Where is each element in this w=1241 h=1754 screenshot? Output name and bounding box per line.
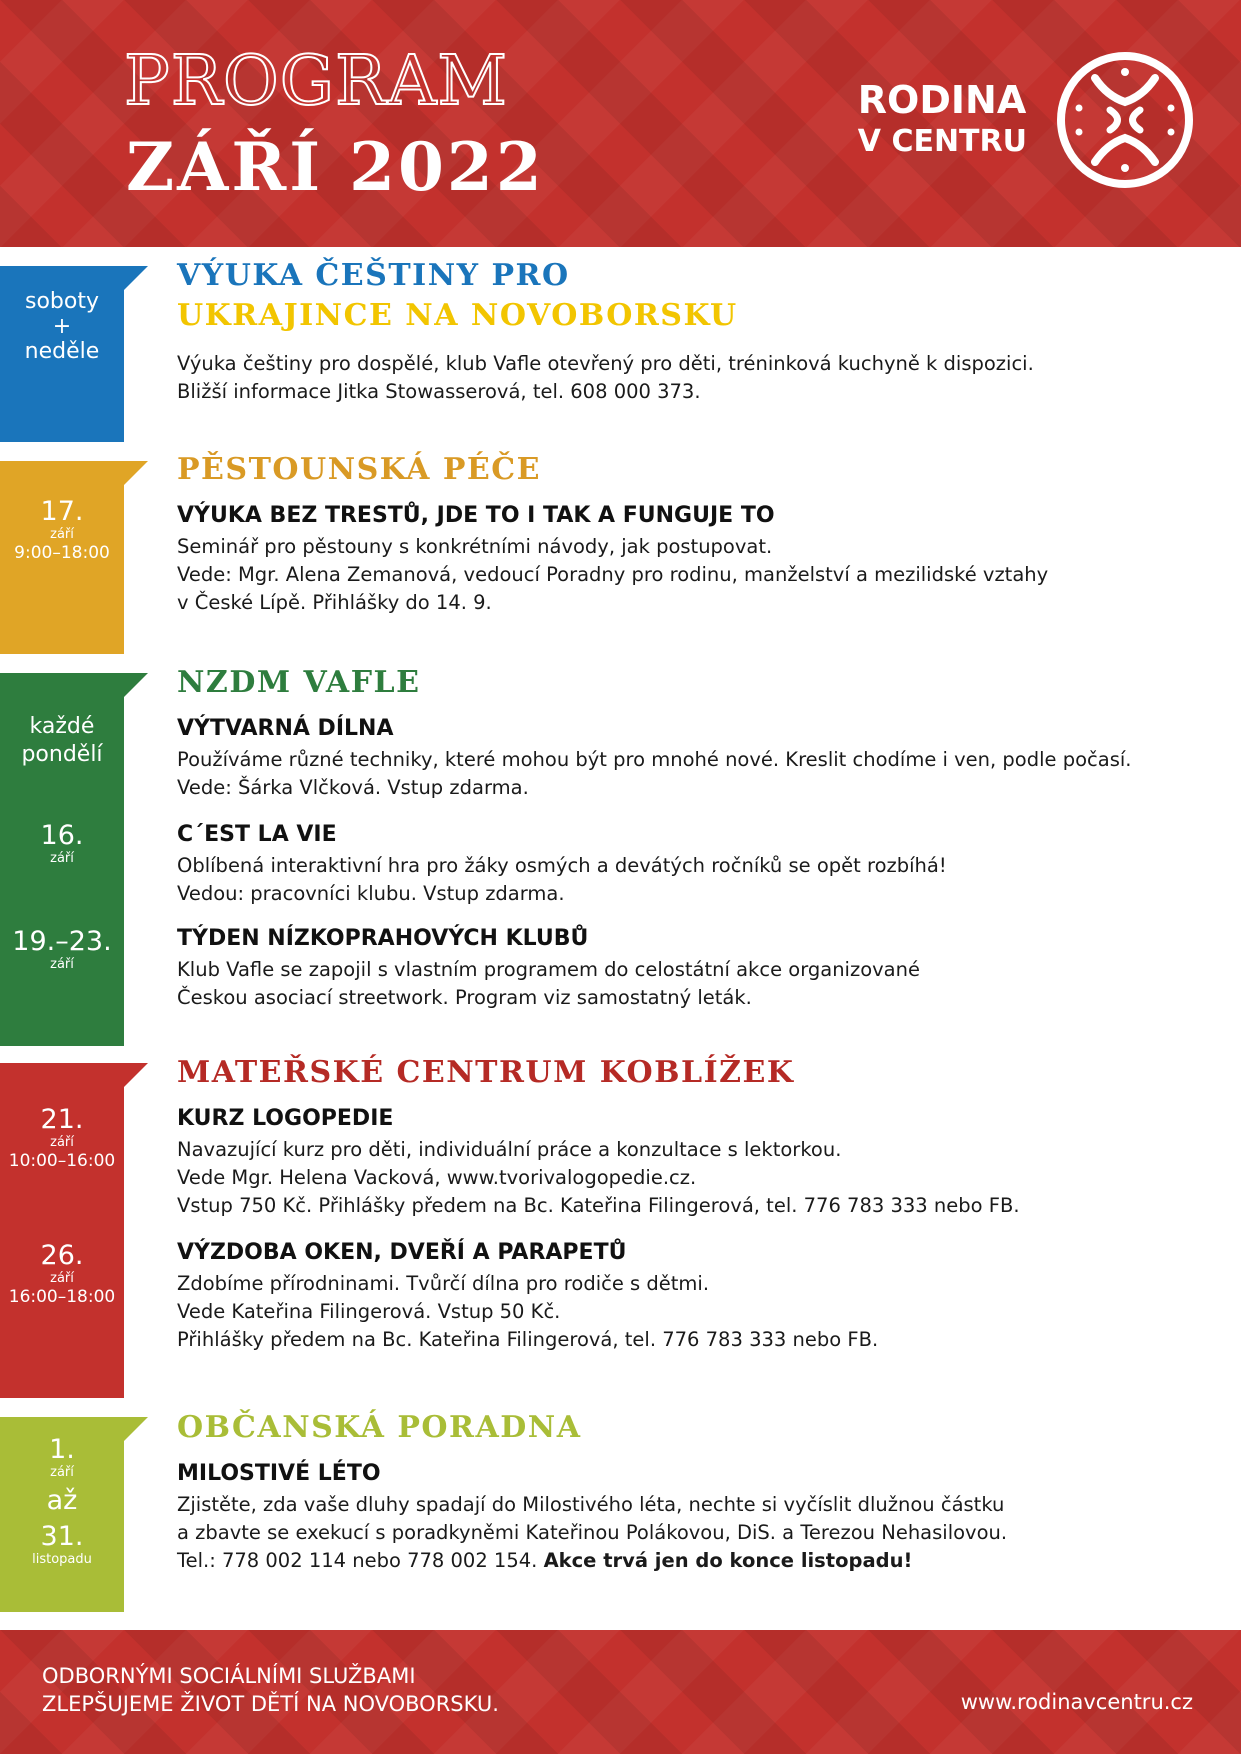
item-title: KURZ LOGOPEDIE [177,1106,394,1131]
item-body: Oblíbená interaktivní hra pro žáky osmých a devátých ročníků se opět rozbíhá! Vedou: pracovníci klubu. Vstup zdarma. [177,854,947,905]
side-month: září [50,1135,74,1150]
item-title: C´EST LA VIE [177,822,337,847]
section-title: OBČANSKÁ PORADNA [177,1410,582,1445]
item-title: TÝDEN NÍZKOPRAHOVÝCH KLUBŮ [177,926,589,951]
side-arrow [124,1063,148,1087]
item-title: VÝUKA BEZ TRESTŮ, JDE TO I TAK A FUNGUJE TO [177,503,775,528]
item-body: Používáme různé techniky, které mohou být pro mnohé nové. Kreslit chodíme i ven, podle počasí. Vede: Šárka Vlčková. Vstup zdarma. [177,748,1132,799]
section-title: MATEŘSKÉ CENTRUM KOBLÍŽEK [177,1055,795,1090]
side-text [0,821,124,866]
side-day: 26. [40,1240,84,1271]
item-body-tel [177,1547,912,1575]
tel-text: Tel.: 778 002 114 nebo 778 002 154. [177,1549,544,1572]
side-line: + [52,314,72,339]
item-title: VÝZDOBA OKEN, DVEŘÍ A PARAPETŮ [177,1240,627,1265]
footer-banner [0,1630,1241,1754]
brand-line-2: V CENTRU [857,124,1027,159]
side-month: listopadu [32,1552,92,1567]
side-until: až [46,1485,78,1516]
side-text [0,927,124,972]
section-title: UKRAJINCE NA NOVOBORSKU [177,298,738,333]
side-arrow [124,1417,148,1441]
item-title: MILOSTIVÉ LÉTO [177,1461,381,1486]
program-title: PROGRAM [124,42,508,121]
item-body: Navazující kurz pro děti, individuální práce a konzultace s lektorkou. Vede Mgr. Helena Vacková, www.tvorivalogopedie.cz. Vstup 750 Kč. Přihlášky předem na Bc. Kateřina Filingerová, tel. 776 783 333 nebo FB. [177,1138,1020,1217]
section-title: VÝUKA ČEŠTINY PRO [177,258,570,293]
website-link[interactable]: www.rodinavcentru.cz [960,1690,1193,1714]
brand-name [858,78,1027,162]
side-label-green [0,673,124,1046]
side-day: 16. [40,820,84,851]
side-text [0,1241,124,1308]
side-day: 31. [40,1521,84,1552]
side-time: 9:00–18:00 [14,543,110,563]
side-arrow [124,266,148,290]
section-body: Výuka češtiny pro dospělé, klub Vafle otevřený pro děti, tréninková kuchyně k dispozici. Bližší informace Jitka Stowasserová, tel. 608 000 373. [177,352,1034,403]
month-title: ZÁŘÍ 2022 [126,128,545,206]
item-body: Zjistěte, zda vaše dluhy spadají do Milostivého léta, nechte si vyčíslit dlužnou částku a zbavte se exekucí s poradkyněmi Kateřinou Polákovou, DiS. a Terezou Nehasilovou. [177,1493,1008,1544]
side-month: září [50,527,74,542]
side-time: 10:00–16:00 [8,1151,116,1171]
side-day: 19.–23. [12,926,112,957]
side-label-red [0,1063,124,1398]
side-text [0,497,124,564]
side-text [0,1105,124,1172]
side-label-orange [0,461,124,654]
side-month: září [50,851,74,866]
side-day: 1. [49,1434,75,1465]
side-text [0,288,124,366]
brand-line-1: RODINA [857,78,1027,122]
item-body: Seminář pro pěstouny s konkrétními návody, jak postupovat. Vede: Mgr. Alena Zemanová, vedoucí Poradny pro rodinu, manželství a mezilidské vztahy v České Lípě. Přihlášky do 14. 9. [177,535,1049,614]
side-time: 16:00–18:00 [8,1287,116,1307]
section-title: PĚSTOUNSKÁ PÉČE [177,452,542,487]
side-label-blue [0,266,124,442]
rodina-logo-icon [1055,50,1195,190]
item-body: Zdobíme přírodninami. Tvůrčí dílna pro rodiče s dětmi. Vede Kateřina Filingerová. Vstup 50 Kč. Přihlášky předem na Bc. Kateřina Filingerová, tel. 776 783 333 nebo FB. [177,1272,879,1351]
footer-slogan: ODBORNÝMI SOCIÁLNÍMI SLUŽBAMI ZLEPŠUJEME ŽIVOT DĚTÍ NA NOVOBORSKU. [42,1664,499,1716]
side-line: pondělí [21,742,103,767]
side-text [0,713,124,769]
deadline-note: Akce trvá jen do konce listopadu! [543,1549,913,1572]
item-body: Klub Vafle se zapojil s vlastním programem do celostátní akce organizované Českou asociací streetwork. Program viz samostatný leták. [177,958,920,1009]
side-label-lime [0,1417,124,1612]
side-arrow [124,673,148,697]
side-day: 17. [40,496,84,527]
side-month: září [50,1465,74,1480]
side-day: 21. [40,1104,84,1135]
section-title: NZDM VAFLE [177,665,421,700]
side-arrow [124,461,148,485]
header-banner [0,0,1241,247]
side-month: září [50,957,74,972]
item-title: VÝTVARNÁ DÍLNA [177,716,394,741]
side-line: každé [29,714,95,739]
side-month: září [50,1271,74,1286]
side-text [0,1435,124,1567]
side-line: neděle [24,339,100,364]
side-line: soboty [25,289,99,314]
